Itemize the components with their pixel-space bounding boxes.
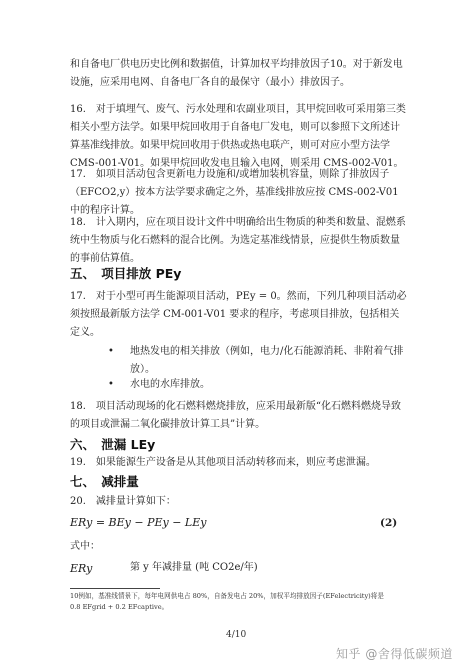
section-heading-project-emissions: 五、 项目排放 PEy	[70, 266, 182, 281]
bullet-item-hydro: 水电的水库排放。	[130, 379, 210, 390]
paragraph-intro: 和自备电厂供电历史比例和数据值，计算加权平均排放因子10。对于新发电设施，应采用电网、自备电厂各自的最保守（最小）排放因子。	[70, 59, 403, 88]
section-heading-leakage: 六、 泄漏 LEy	[70, 437, 156, 452]
footnote-divider	[70, 588, 160, 589]
bullet-marker: •	[108, 346, 114, 357]
symbol-ery: ERy	[70, 562, 93, 575]
where-label: 式中：	[70, 541, 100, 552]
equation-emission-reductions: ERy = BEy − PEy − LEy	[70, 516, 207, 529]
paragraph-20: 20. 减排量计算如下：	[70, 496, 176, 507]
paragraph-18: 18. 计入期内，应在项目设计文件中明确给出生物质的种类和数量、混燃系统中生物质与化石燃料的混合比例。为选定基准线情景，应提供生物质数量的事前估算值。	[70, 217, 406, 264]
footnote-line-1: 10例如，基准线情景下，每年电网供电占 80%，自备发电占 20%，加权平均排放因子(EFelectricity)将是	[70, 592, 384, 600]
paragraph-17: 17. 如项目活动包含更新电力设施和/或增加装机容量，则除了排放因子（EFCO2,y）按本方法学要求确定之外，基准线排放应按 CMS-002-V01 中的程序计算。	[70, 169, 399, 216]
equation-number: (2)	[380, 517, 398, 529]
bullet-item-geothermal: 地热发电的相关排放（例如，电力/化石能源消耗、非附着气排放）。	[130, 346, 404, 375]
paragraph-16: 16. 对于填埋气、废气、污水处理和农副业项目，其甲烷回收可采用第三类相关小型方法学。如果甲烷回收用于自备电厂发电，则可以参照下文所述计算基准线排放。如果甲烷回收用于供热或热电联产，则可对应小型方法学 CMS-001-V01。如果甲烷回收发电且输入电网，则采用 CMS-002-V01。	[70, 104, 406, 169]
section-heading-emission-reductions: 七、 减排量	[70, 474, 139, 489]
symbol-definition: 第 y 年减排量 (吨 CO2e/年)	[130, 562, 258, 573]
page-number: 4/10	[226, 630, 247, 640]
footnote-line-2: 0.8 EFgrid + 0.2 EFcaptive。	[70, 603, 169, 611]
paragraph-17b: 17. 对于小型可再生能源项目活动，PEy = 0。然而，下列几种项目活动必须按照最新版方法学 CM-001-V01 要求的程序，考虑项目排放，包括相关定义。	[70, 291, 407, 338]
watermark: 知乎 @舍得低碳频道	[336, 647, 453, 661]
bullet-marker: •	[108, 379, 114, 390]
paragraph-18b: 18. 项目活动现场的化石燃料燃烧排放，应采用最新版“化石燃料燃烧导致的项目或泄漏二氧化碳排放计算工具”计算。	[70, 401, 402, 430]
paragraph-19: 19. 如果能源生产设备是从其他项目活动转移而来，则应考虑泄漏。	[70, 457, 376, 468]
